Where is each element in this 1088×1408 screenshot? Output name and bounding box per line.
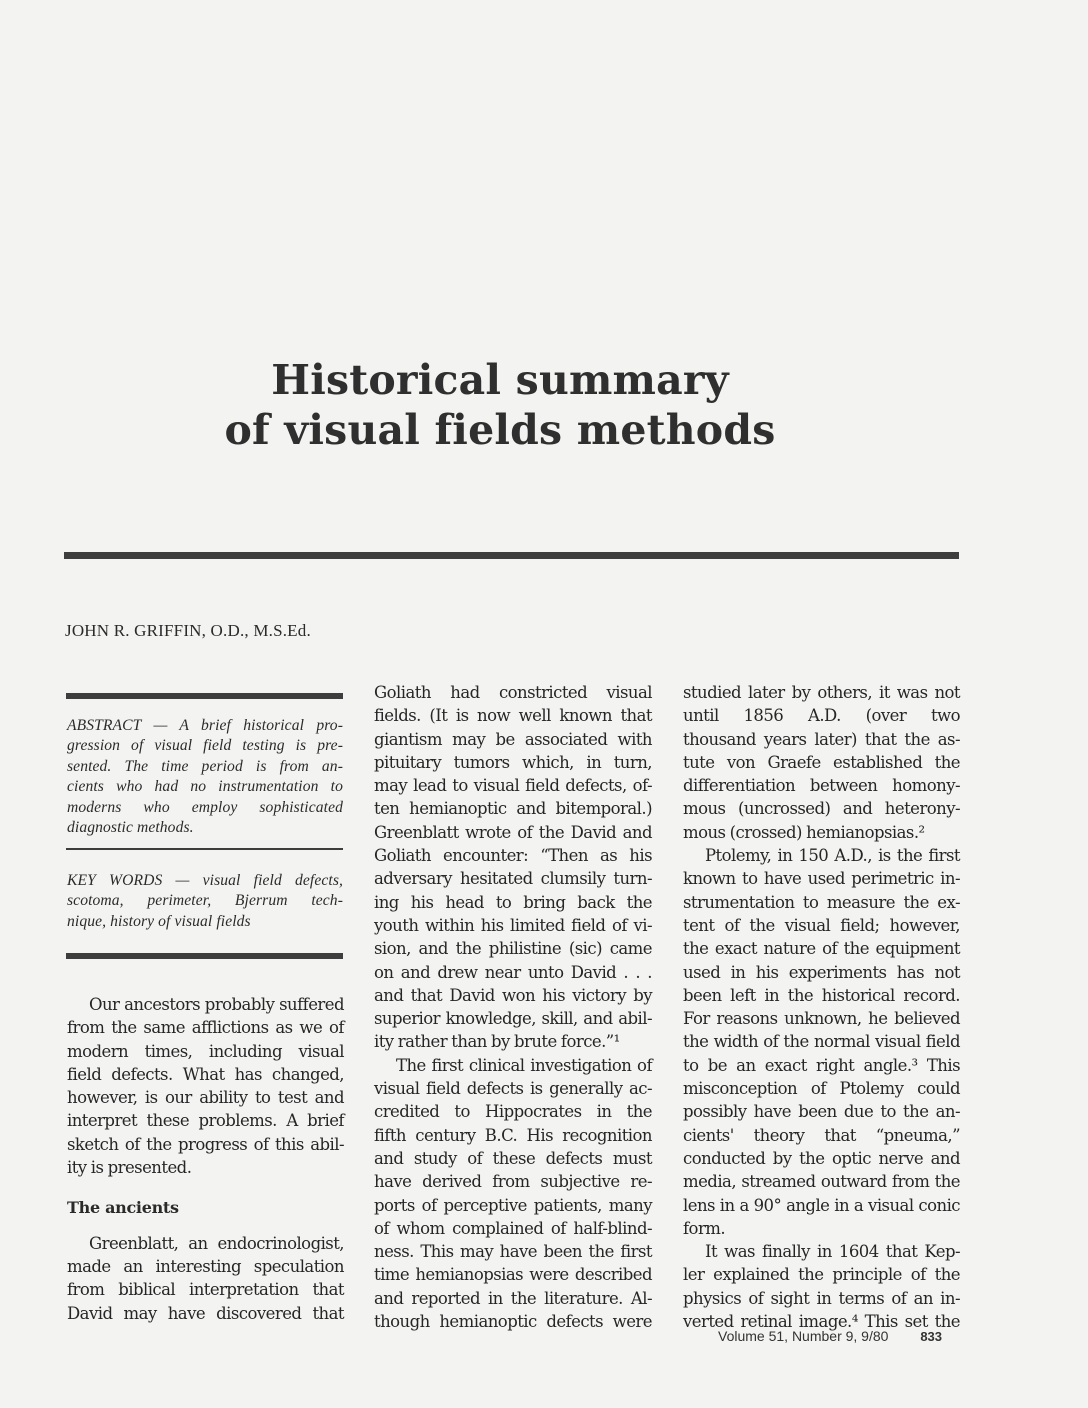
abstract-line: moderns who employ sophisticated <box>67 798 343 816</box>
title-line-2: of visual fields methods <box>224 406 776 455</box>
body-line: mous (crossed) hemianopsias.² <box>683 822 925 842</box>
article-title <box>0 355 1000 455</box>
body-line: and reported in the literature. Al- <box>374 1288 652 1308</box>
title-rule <box>64 552 959 559</box>
body-line: modern times, including visual <box>67 1041 344 1061</box>
body-line: may lead to visual field defects, of- <box>374 776 652 796</box>
body-line: ler explained the principle of the <box>683 1265 960 1285</box>
body-line: Our ancestors probably suffered <box>89 995 344 1014</box>
body-line: form. <box>683 1218 726 1238</box>
body-line: though hemianoptic defects were <box>374 1312 652 1332</box>
body-line: known to have used perimetric in- <box>683 869 960 889</box>
body-line: interpret these problems. A brief <box>67 1111 344 1131</box>
body-line: ten hemianoptic and bitemporal.) <box>374 799 652 819</box>
body-line: and study of these defects must <box>374 1148 652 1168</box>
body-line: possibly have been due to the an- <box>683 1102 960 1122</box>
body-line: Goliath had constricted visual <box>374 683 652 702</box>
keywords <box>67 871 343 932</box>
abstract-line: sented. The time period is from an- <box>67 757 343 775</box>
body-line: the width of the normal visual field <box>683 1032 960 1052</box>
body-line: ing his head to bring back the <box>374 892 652 912</box>
body-line: time hemianopsias were described <box>374 1265 652 1285</box>
body-line: misconception of Ptolemy could <box>683 1079 960 1099</box>
keywords-line: scotoma, perimeter, Bjerrum tech- <box>67 892 343 910</box>
body-line: thousand years later) that the as- <box>683 729 960 749</box>
body-line: of whom complained of half-blind- <box>374 1218 652 1238</box>
body-line: from the same afflictions as we of <box>67 1018 344 1038</box>
keywords-line: KEY WORDS — visual field defects, <box>67 872 343 889</box>
body-line: until 1856 A.D. (over two <box>683 706 960 726</box>
body-line: ity rather than by brute force.”¹ <box>374 1032 620 1052</box>
page-number: 833 <box>920 1329 943 1344</box>
body-line: to be an exact right angle.³ This <box>683 1055 960 1075</box>
body-line: however, is our ability to test and <box>67 1088 344 1108</box>
body-line: giantism may be associated with <box>374 729 652 749</box>
page-footer <box>718 1328 942 1344</box>
abstract-line: ABSTRACT — A brief historical pro- <box>67 717 343 734</box>
body-line: superior knowledge, skill, and abil- <box>374 1009 652 1029</box>
abstract-line: cients who had no instrumentation to <box>67 778 343 796</box>
body-line: conducted by the optic nerve and <box>683 1148 960 1168</box>
body-line: media, streamed outward from the <box>683 1172 960 1192</box>
body-line: For reasons unknown, he believed <box>683 1009 960 1029</box>
body-line: Greenblatt, an endocrinologist, <box>89 1233 344 1253</box>
abstract-line: gression of visual field testing is pre- <box>67 737 343 755</box>
body-line: The first clinical investigation of <box>396 1055 652 1075</box>
body-line: Goliath encounter: “Then as his <box>374 846 652 866</box>
body-line: sketch of the progress of this abil- <box>67 1134 344 1154</box>
body-line: mous (uncrossed) and heterony- <box>683 799 960 819</box>
body-line: the exact nature of the equipment <box>683 939 960 959</box>
body-line: have derived from subjective re- <box>374 1172 652 1192</box>
body-line: sion, and the philistine (sic) came <box>374 939 652 959</box>
column-1 <box>67 993 344 1325</box>
abstract <box>67 716 343 838</box>
body-line: verted retinal image.⁴ This set the <box>683 1312 960 1332</box>
abstract-bottom-rule <box>66 953 343 959</box>
body-line: been left in the historical record. <box>683 985 960 1005</box>
keywords-line: nique, history of visual fields <box>67 912 251 930</box>
body-line: cients' theory that “pneuma,” <box>683 1125 960 1145</box>
body-line: differentiation between homony- <box>683 776 960 796</box>
body-line: fifth century B.C. His recognition <box>374 1125 652 1145</box>
title-line-1: Historical summary <box>271 356 729 405</box>
author-byline: JOHN R. GRIFFIN, O.D., M.S.Ed. <box>65 621 311 640</box>
body-line: tent of the visual field; however, <box>683 915 960 935</box>
body-line: physics of sight in terms of an in- <box>683 1288 960 1308</box>
abstract-top-rule <box>66 693 343 699</box>
body-line: ity is presented. <box>67 1158 192 1178</box>
body-line: ness. This may have been the first <box>374 1242 652 1262</box>
body-line: tute von Graefe established the <box>683 752 960 772</box>
body-line: and that David won his victory by <box>374 985 652 1005</box>
journal-reference: Volume 51, Number 9, 9/80 <box>718 1328 889 1344</box>
body-line: on and drew near unto David . . . <box>374 962 652 982</box>
body-line: ports of perceptive patients, many <box>374 1195 652 1215</box>
body-line: credited to Hippocrates in the <box>374 1102 652 1122</box>
body-line: Ptolemy, in 150 A.D., is the first <box>705 846 960 866</box>
body-line: made an interesting speculation <box>67 1256 344 1276</box>
abstract-divider-rule <box>66 848 343 850</box>
section-heading: The ancients <box>67 1198 179 1218</box>
column-3 <box>683 681 960 1333</box>
column-2 <box>374 681 652 1333</box>
body-line: It was finally in 1604 that Kep- <box>705 1242 960 1262</box>
body-line: studied later by others, it was not <box>683 683 960 702</box>
body-line: Greenblatt wrote of the David and <box>374 822 652 842</box>
body-line: adversary hesitated clumsily turn- <box>374 869 652 889</box>
body-line: field defects. What has changed, <box>67 1064 344 1084</box>
body-line: youth within his limited field of vi- <box>374 915 652 935</box>
body-line: visual field defects is generally ac- <box>374 1079 652 1099</box>
abstract-line: diagnostic methods. <box>67 818 194 836</box>
body-line: fields. (It is now well known that <box>374 706 652 726</box>
body-line: lens in a 90° angle in a visual conic <box>683 1195 960 1215</box>
body-line: strumentation to measure the ex- <box>683 892 960 912</box>
body-line: used in his experiments has not <box>683 962 960 982</box>
body-line: pituitary tumors which, in turn, <box>374 752 652 772</box>
body-line: David may have discovered that <box>67 1303 344 1323</box>
body-line: from biblical interpretation that <box>67 1280 344 1300</box>
